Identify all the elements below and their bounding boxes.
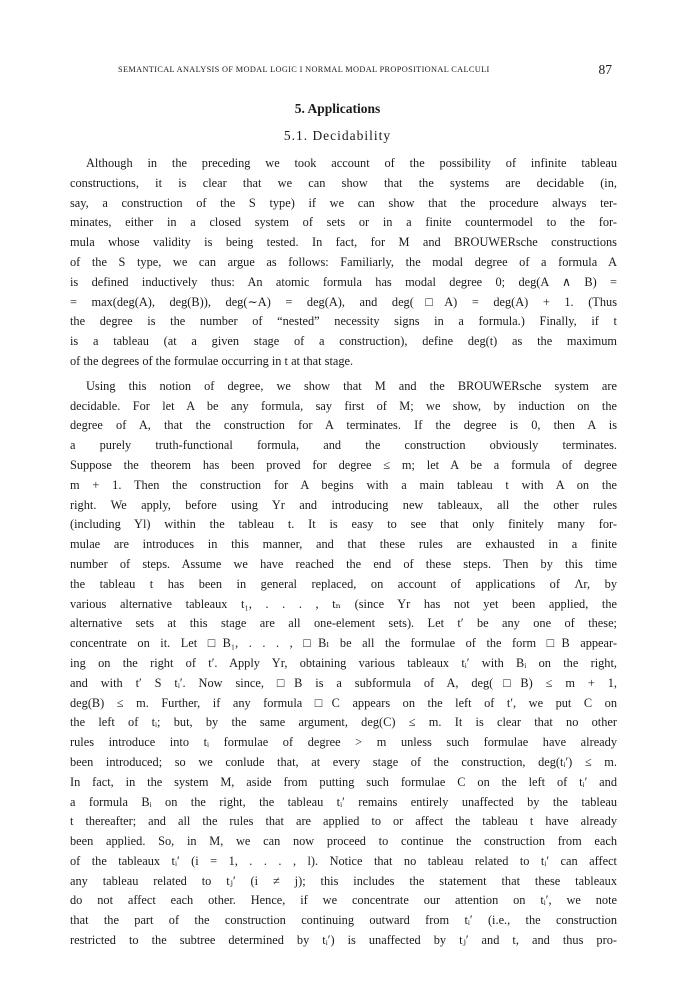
text-line: decidable. For let A be any formula, say first of M; we show, by induction on the	[70, 398, 617, 413]
text-line: constructions, it is clear that we can show that the systems are decidable (in,	[70, 175, 617, 190]
text-line: restricted to the subtree determined by tᵢ′) is unaffected by tⱼ′ and t, and thus pro-	[70, 933, 617, 948]
text-line: the tableau t has been in general replaced, on account of applications of Λr, by	[70, 576, 617, 591]
text-line: that the part of the construction continuing outward from tᵢ′ (i.e., the construction	[70, 913, 617, 928]
text-line: the degree is the number of “nested” necessity signs in a formula.) Finally, if t	[70, 314, 617, 329]
text-line: mula whose validity is being tested. In fact, for M and BROUWERsche constructions	[70, 235, 617, 250]
subsection-title: 5.1. Decidability	[283, 128, 392, 143]
text-line: number of steps. Assume we have reached the end of these steps. Then by this time	[70, 556, 617, 571]
text-line: minates, either in a closed system of sets or in a finite countermodel to the for-	[70, 215, 617, 230]
text-line: = max(deg(A), deg(B)), deg(∼A) = deg(A), and deg(□A) = deg(A) + 1. (Thus	[70, 294, 617, 309]
text-line: In fact, in the system M, aside from putting such formulae C on the left of tᵢ′ and	[70, 774, 617, 789]
text-line: been applied. So, in M, we can now proceed to continue the construction from each	[70, 834, 617, 849]
text-line: a purely truth-functional formula, and the construction obviously terminates.	[70, 438, 617, 453]
text-line: right. We apply, before using Yr and introducing new tableaux, all the other rules	[70, 497, 617, 512]
paragraph-2	[70, 377, 617, 951]
text-line: do not affect each other. Hence, if we concentrate our attention on tᵢ′, we note	[70, 893, 617, 908]
text-line: alternative sets at this stage are all one-element sets). Let t′ be any one of these;	[70, 616, 617, 631]
text-line: Using this notion of degree, we show that M and the BROUWERsche system are	[86, 378, 617, 393]
text-line: m + 1. Then the construction for A begins with a main tableau t with A on the	[70, 477, 617, 492]
body-text	[70, 154, 617, 951]
text-line: Although in the preceding we took account of the possibility of infinite tableau	[86, 156, 617, 170]
text-line: any tableau related to tⱼ′ (i ≠ j); this includes the statement that these tableaux	[70, 873, 617, 888]
text-line: of the tableaux tᵢ′ (i = 1, . . . , l). Notice that no tableau related to tᵢ′ can affect	[70, 853, 617, 868]
section-title: 5. Applications	[294, 101, 381, 116]
text-line: various alternative tableaux t₁, . . . , tₙ (since Yr has not yet been applied, the	[70, 596, 617, 611]
running-title: SEMANTICAL ANALYSIS OF MODAL LOGIC I NORMAL MODAL PROPOSITIONAL CALCULI	[118, 65, 490, 74]
text-line: is defined inductively thus: An atomic formula has modal degree 0; deg(A ∧ B) =	[70, 274, 617, 289]
text-line: of the degrees of the formulae occurring in t at that stage.	[70, 353, 354, 368]
text-line: t thereafter; and all the rules that are applied to or affect the tableau t have already	[70, 814, 617, 829]
text-line: rules introduce into tᵢ formulae of degree > m unless such formulae have already	[70, 735, 617, 750]
text-line: and with t′ S tᵢ′. Now since, □B is a subformula of A, deg(□B) ≤ m + 1,	[70, 675, 617, 690]
text-line: been introduced; so we conlude that, at every stage of the construction, deg(tᵢ′) ≤ m.	[70, 754, 617, 769]
page-number: 87	[598, 62, 612, 77]
text-line: say, a construction of the S type) if we can show that the procedure always ter-	[70, 195, 617, 210]
text-line: the left of tᵢ; but, by the same argument, deg(C) ≤ m. It is clear that no other	[70, 715, 617, 730]
text-line: ing on the right of t′. Apply Yr, obtaining various tableaux tᵢ′ with Bᵢ on the right,	[70, 655, 617, 670]
text-line: mulae are introduces in this manner, and that these rules are exhausted in a finite	[70, 537, 617, 552]
text-line: a formula Bᵢ on the right, the tableau tᵢ′ remains entirely unaffected by the tableau	[70, 794, 617, 809]
text-line: of the S type, we can argue as follows: Familiarly, the modal degree of a formula A	[70, 254, 617, 269]
text-line: (including Yl) within the tableau t. It is easy to see that only finitely many for-	[70, 517, 617, 532]
text-line: deg(B) ≤ m. Further, if any formula □C appears on the left of t′, we put C on	[70, 695, 617, 710]
text-line: degree of A, that the construction for A terminates. If the degree is 0, then A is	[70, 418, 617, 433]
text-line: is a tableau (at a given stage of a construction), define deg(t) as the maximum	[70, 334, 617, 349]
text-line: Suppose the theorem has been proved for degree ≤ m; let A be a formula of degree	[70, 457, 617, 472]
running-header	[118, 62, 612, 78]
text-line: concentrate on it. Let □B₁, . . . , □Bₗ be all the formulae of the form □B appear-	[70, 636, 617, 651]
paragraph-1	[70, 154, 617, 372]
